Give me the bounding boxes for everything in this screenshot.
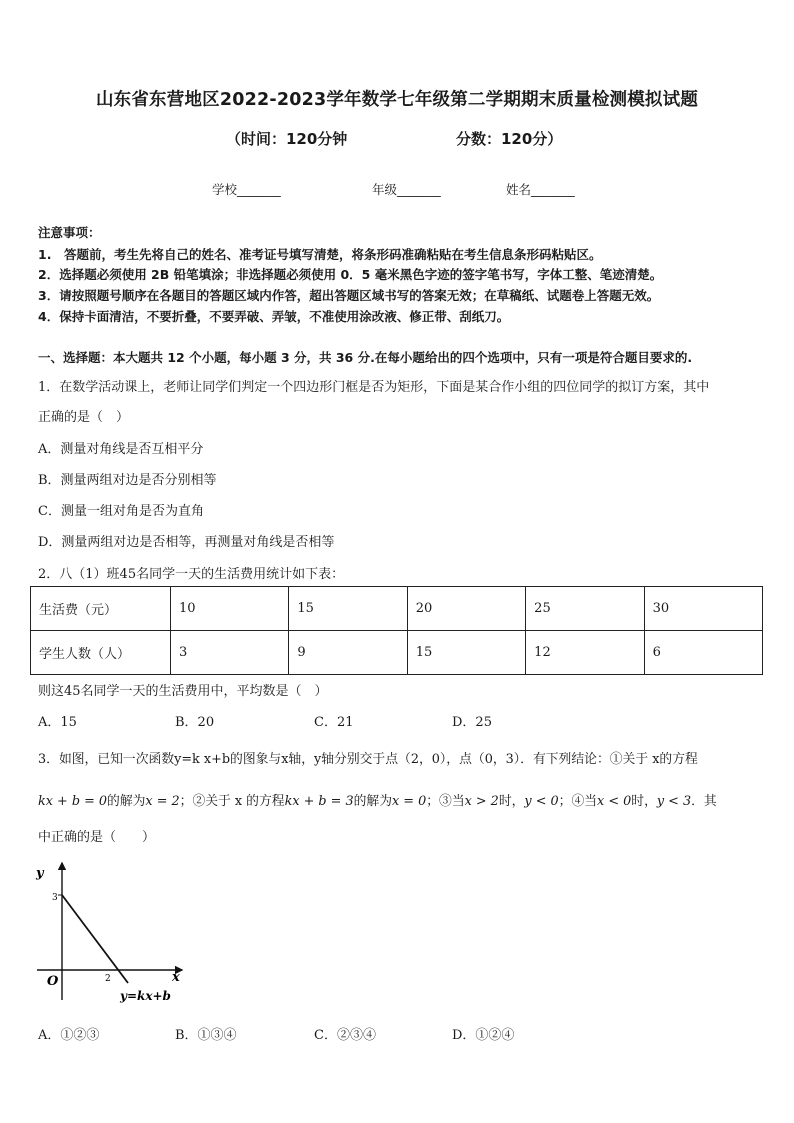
- table-cell: 10: [171, 587, 289, 631]
- q2-option-c: C．21: [314, 715, 354, 730]
- equation: x = 2: [145, 794, 180, 809]
- table-cell: 15: [407, 631, 525, 675]
- q3-option-b: B．①③④: [175, 1028, 237, 1043]
- expense-table: [30, 586, 763, 675]
- exam-time: （时间：120分钟: [226, 130, 348, 148]
- table-cell: 25: [526, 587, 644, 631]
- line-label: y=kx+b: [120, 989, 171, 1003]
- q3-option-d: D．①②④: [452, 1028, 515, 1043]
- table-row: [31, 587, 763, 631]
- q2-option-d: D．25: [452, 715, 492, 730]
- equation: kx + b = 0: [38, 794, 108, 809]
- school-field: 学校_______: [212, 182, 281, 197]
- inequality: x < 0: [597, 794, 632, 809]
- q2-option-a: A．15: [38, 715, 77, 730]
- y-intercept-label: 3: [52, 893, 58, 903]
- text: ；③当: [426, 794, 465, 809]
- q1-stem-line2: 正确的是（ ）: [38, 410, 130, 425]
- q1-option-b: B．测量两组对边是否分别相等: [38, 473, 217, 488]
- x-intercept-label: 2: [105, 974, 111, 984]
- text: ；④当: [558, 794, 598, 809]
- equation: x = 0: [392, 794, 427, 809]
- inequality: y < 3: [656, 794, 692, 809]
- table-cell: 生活费（元）: [31, 587, 171, 631]
- origin-label: O: [47, 974, 59, 989]
- text: ．其: [691, 794, 717, 809]
- table-cell: 15: [289, 587, 407, 631]
- exam-score: 分数：120分）: [456, 130, 563, 148]
- notice-item-2: 2．选择题必须使用 2B 铅笔填涂；非选择题必须使用 0．5 毫米黑色字迹的签字笔书写，字体工整、笔迹清楚。: [38, 267, 663, 282]
- y-axis-label: y: [36, 866, 44, 881]
- q1-option-d: D．测量两组对边是否相等，再测量对角线是否相等: [38, 535, 335, 550]
- inequality: y < 0: [524, 794, 559, 809]
- notice-item-1: 1. 答题前，考生先将自己的姓名、准考证号填写清楚，将条形码准确粘贴在考生信息条形码粘贴区。: [38, 247, 602, 262]
- x-axis-label: x: [172, 970, 180, 985]
- inequality: x > 2: [464, 794, 499, 809]
- q3-line1: 3．如图，已知一次函数y=k x+b的图象与x轴，y轴分别交于点（2，0），点（0，3）．有下列结论：①关于 x的方程: [38, 752, 698, 767]
- table-cell: 20: [407, 587, 525, 631]
- q3-option-c: C．②③④: [314, 1028, 376, 1043]
- table-row: [31, 631, 763, 675]
- table-cell: 9: [289, 631, 407, 675]
- text: 的解为: [353, 794, 392, 809]
- q3-option-a: A．①②③: [38, 1028, 100, 1043]
- exam-title: 山东省东营地区2022-2023学年数学七年级第二学期期末质量检测模拟试题: [95, 90, 699, 110]
- table-cell: 学生人数（人）: [31, 631, 171, 675]
- q2-question: 则这45名同学一天的生活费用中，平均数是（ ）: [38, 684, 328, 699]
- table-cell: 12: [526, 631, 644, 675]
- q1-stem-line1: 1．在数学活动课上，老师让同学们判定一个四边形门框是否为矩形，下面是某合作小组的四位同学的拟订方案，其中: [38, 380, 710, 395]
- text: 时，: [498, 794, 525, 809]
- section-heading: 一、选择题：本大题共 12 个小题，每小题 3 分，共 36 分.在每小题给出的四个选项中，只有一项是符合题目要求的.: [38, 350, 693, 365]
- table-cell: 6: [644, 631, 762, 675]
- name-field: 姓名_______: [506, 182, 575, 197]
- grade-field: 年级_______: [372, 182, 441, 197]
- q1-option-a: A．测量对角线是否互相平分: [38, 442, 204, 457]
- equation: kx + b = 3: [284, 794, 354, 809]
- q3-line2: [38, 790, 717, 809]
- text: ；②关于 x 的方程: [179, 794, 285, 809]
- notice-item-3: 3．请按照题号顺序在各题目的答题区域内作答，超出答题区域书写的答案无效；在草稿纸、试题卷上答题无效。: [38, 288, 660, 303]
- q2-stem: 2．八（1）班45名同学一天的生活费用统计如下表：: [38, 567, 345, 582]
- text: 的解为: [107, 794, 146, 809]
- q1-option-c: C．测量一组对角是否为直角: [38, 504, 204, 519]
- table-cell: 3: [171, 631, 289, 675]
- text: 时，: [631, 794, 657, 809]
- table-cell: 30: [644, 587, 762, 631]
- notice-heading: 注意事项：: [38, 225, 101, 240]
- q2-option-b: B．20: [175, 715, 215, 730]
- notice-item-4: 4．保持卡面清洁，不要折叠，不要弄破、弄皱，不准使用涂改液、修正带、刮纸刀。: [38, 309, 510, 324]
- q3-line3: 中正确的是（ ）: [38, 830, 156, 845]
- linear-function-graph: [32, 855, 192, 1005]
